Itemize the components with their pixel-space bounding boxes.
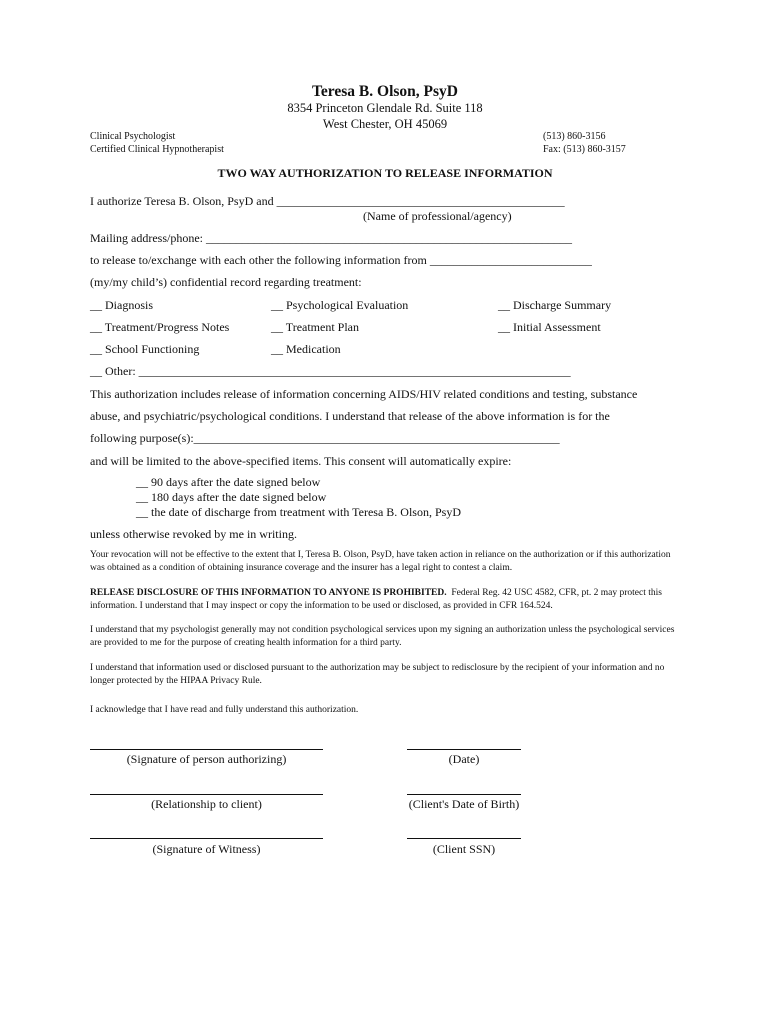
condition-paragraph: I understand that my psychologist generally may not condition psychological services upon my signing an authorization unless the psychological services are provided to me for the purpose of creating health information for a third party. xyxy=(90,625,675,648)
checkbox-treatment-plan: __ Treatment Plan xyxy=(271,320,360,334)
address-line-1: 8354 Princeton Glendale Rd. Suite 118 xyxy=(287,101,483,115)
practitioner-name: Teresa B. Olson, PsyD xyxy=(312,83,458,100)
redisclosure-paragraph: I understand that information used or disclosed pursuant to the authorization may be subject to redisclosure by the recipient of your information and no longer protected by the HIPAA Privacy Rule. xyxy=(90,663,665,686)
left-title-1: Clinical Psychologist xyxy=(90,131,176,142)
disclosure-rest: Federal Reg. 42 USC 4582, CFR, pt. 2 may protect this information. I understand that I may inspect or copy the information to be used or disclosed, as provided in CFR 164.524. xyxy=(90,588,662,611)
revocation-paragraph: Your revocation will not be effective to the extent that I, Teresa B. Olson, PsyD, have taken action in reliance on the authorization or if this authorization was obtained as a condition of obtaining insurance coverage and the insurer has a legal right to contest a claim. xyxy=(90,550,671,573)
signature-witness-label: (Signature of Witness) xyxy=(152,842,261,856)
left-title-2: Certified Clinical Hypnotherapist xyxy=(90,144,224,155)
authorize-caption: (Name of professional/agency) xyxy=(363,209,512,223)
expire-option-180: __ 180 days after the date signed below xyxy=(136,490,327,504)
limited-line: and will be limited to the above-specified items. This consent will automatically expire: xyxy=(90,454,512,468)
form-title: TWO WAY AUTHORIZATION TO RELEASE INFORMATION xyxy=(217,166,553,180)
aids-line-2: abuse, and psychiatric/psychological conditions. I understand that release of the above information is for the xyxy=(90,409,610,423)
revoked-line: unless otherwise revoked by me in writing. xyxy=(90,527,297,541)
release-line: to release to/exchange with each other the following information from ___________________________ xyxy=(90,253,592,267)
expire-option-90: __ 90 days after the date signed below xyxy=(136,475,321,489)
aids-line-1: This authorization includes release of information concerning AIDS/HIV related conditions and testing, substance xyxy=(90,387,638,401)
signature-line-dob[interactable] xyxy=(407,794,521,795)
mailing-address-line: Mailing address/phone: _____________________________________________________________ xyxy=(90,231,572,245)
checkbox-other: __ Other: ________________________________________________________________________ xyxy=(90,364,571,378)
checkbox-discharge-summary: __ Discharge Summary xyxy=(498,298,612,312)
disclosure-bold: RELEASE DISCLOSURE OF THIS INFORMATION TO ANYONE IS PROHIBITED. xyxy=(90,588,447,598)
checkbox-diagnosis: __ Diagnosis xyxy=(90,298,153,312)
signature-line-witness[interactable] xyxy=(90,838,323,839)
checkbox-initial-assessment: __ Initial Assessment xyxy=(498,320,601,334)
signature-line-person[interactable] xyxy=(90,749,323,750)
signature-line-relationship[interactable] xyxy=(90,794,323,795)
signature-line-date[interactable] xyxy=(407,749,521,750)
fax-number: Fax: (513) 860-3157 xyxy=(543,144,626,155)
date-label: (Date) xyxy=(448,752,480,766)
signature-line-ssn[interactable] xyxy=(407,838,521,839)
acknowledge-paragraph: I acknowledge that I have read and fully understand this authorization. xyxy=(90,705,359,715)
signature-person-label: (Signature of person authorizing) xyxy=(126,752,287,766)
authorize-line: I authorize Teresa B. Olson, PsyD and ________________________________________________ xyxy=(90,194,565,208)
checkbox-psych-evaluation: __ Psychological Evaluation xyxy=(271,298,409,312)
checkbox-treatment-progress: __ Treatment/Progress Notes xyxy=(90,320,230,334)
expire-option-discharge: __ the date of discharge from treatment with Teresa B. Olson, PsyD xyxy=(136,505,461,519)
relationship-label: (Relationship to client) xyxy=(151,797,262,811)
disclosure-paragraph xyxy=(90,587,680,612)
client-dob-label: (Client's Date of Birth) xyxy=(408,797,520,811)
phone-number: (513) 860-3156 xyxy=(543,131,606,142)
purpose-line: following purpose(s):_____________________________________________________________ xyxy=(90,431,560,445)
client-ssn-label: (Client SSN) xyxy=(432,842,496,856)
record-line: (my/my child’s) confidential record regarding treatment: xyxy=(90,275,362,289)
address-line-2: West Chester, OH 45069 xyxy=(322,117,448,131)
checkbox-medication: __ Medication xyxy=(271,342,341,356)
checkbox-school-functioning: __ School Functioning xyxy=(90,342,200,356)
